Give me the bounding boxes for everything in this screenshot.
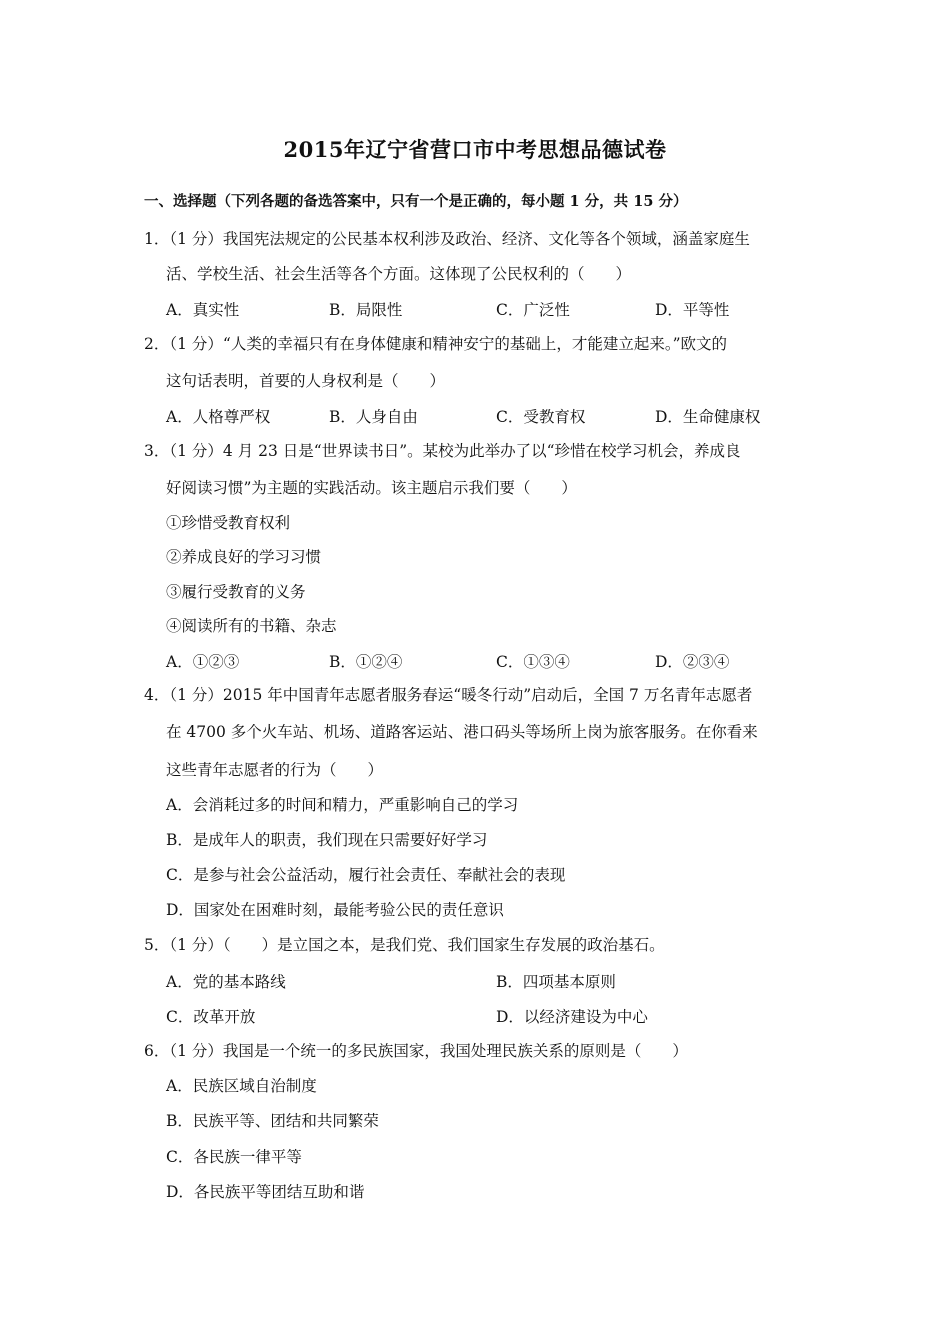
question-4-text-cont-2: 这些青年志愿者的行为（ ） [166,761,384,779]
option-d: D．各民族平等团结互助和谐 [166,1183,365,1201]
question-5-options-row-1 [166,970,826,990]
question-4-text-cont: 在 4700 多个火车站、机场、道路客运站、港口码头等场所上岗为旅客服务。在你看来 [166,723,758,741]
question-1-text-cont: 活、学校生活、社会生活等各个方面。这体现了公民权利的（ ） [166,265,632,283]
option-a: A．党的基本路线 [166,973,286,991]
option-a: A．真实性 [166,301,240,319]
option-d: D．生命健康权 [655,408,761,426]
option-d: D．国家处在困难时刻，最能考验公民的责任意识 [166,901,504,919]
question-3-text-cont: 好阅读习惯”为主题的实践活动。该主题启示我们要（ ） [166,479,577,497]
option-b: B．①②④ [329,653,403,671]
question-4-text: 4．（1 分）2015 年中国青年志愿者服务春运“暖冬行动”启动后，全国 7 万名青年志愿者 [144,686,753,704]
option-b: B．四项基本原则 [496,973,616,991]
question-3-options [166,650,826,670]
question-2-text-cont: 这句话表明，首要的人身权利是（ ） [166,372,446,390]
option-a: A．①②③ [166,653,240,671]
option-c: C．是参与社会公益活动，履行社会责任、奉献社会的表现 [166,866,566,884]
page-title: 2015年辽宁省营口市中考思想品德试卷 [283,137,667,162]
option-c: C．广泛性 [496,301,570,319]
option-c: C．改革开放 [166,1008,256,1026]
question-5-text: 5．（1 分）（ ）是立国之本，是我们党、我们国家生存发展的政治基石。 [144,936,665,954]
question-1-text: 1．（1 分）我国宪法规定的公民基本权利涉及政治、经济、文化等各个领域，涵盖家庭生 [144,230,750,248]
option-d: D．平等性 [655,301,730,319]
option-a: A．民族区域自治制度 [166,1077,317,1095]
option-a: A．会消耗过多的时间和精力，严重影响自己的学习 [166,796,519,814]
statement-3: ③履行受教育的义务 [166,583,306,601]
option-b: B．是成年人的职责，我们现在只需要好好学习 [166,831,488,849]
option-a: A．人格尊严权 [166,408,271,426]
question-5-options-row-2 [166,1005,826,1025]
option-b: B．人身自由 [329,408,418,426]
option-d: D．以经济建设为中心 [496,1008,648,1026]
option-d: D．②③④ [655,653,730,671]
statement-1: ①珍惜受教育权利 [166,514,291,532]
question-2-options [166,405,826,425]
option-c: C．①③④ [496,653,570,671]
question-6-text: 6．（1 分）我国是一个统一的多民族国家，我国处理民族关系的原则是（ ） [144,1042,688,1060]
statement-2: ②养成良好的学习习惯 [166,548,322,566]
question-3-text: 3．（1 分）4 月 23 日是“世界读书日”。某校为此举办了以“珍惜在校学习机会，养成良 [144,442,741,460]
section-heading: 一、选择题（下列各题的备选答案中，只有一个是正确的，每小题 1 分，共 15 分） [144,193,688,210]
statement-4: ④阅读所有的书籍、杂志 [166,617,337,635]
question-2-text: 2．（1 分）“人类的幸福只有在身体健康和精神安宁的基础上，才能建立起来。”欧文的 [144,335,728,353]
option-c: C．受教育权 [496,408,586,426]
option-c: C．各民族一律平等 [166,1148,302,1166]
option-b: B．局限性 [329,301,403,319]
option-b: B．民族平等、团结和共同繁荣 [166,1112,379,1130]
question-1-options [166,298,826,318]
